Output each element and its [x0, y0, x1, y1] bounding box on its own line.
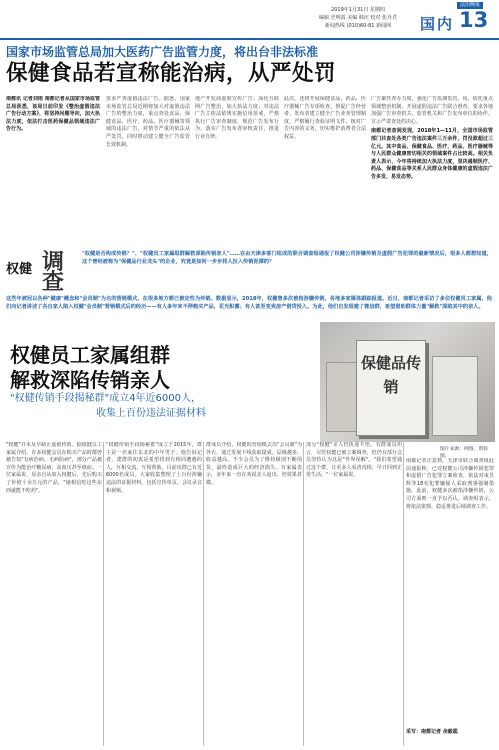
page-number: 13: [459, 8, 489, 32]
header-date: 2019年1月31日 星期四: [331, 7, 385, 13]
feature-column-2: "权健传销手段揭秘群"成立于2015年，群主是一名家住东北的中年男子。他告诉记者，建群的初衷是希望找到有相同遭遇的人，互相交流、互相帮助。目前该群已有近6000名成员，大家收集整理了上百份涉嫌违法的证据材料，包括宣传单页、会议录音和视频。: [106, 442, 202, 494]
story1-column-1: 要求严查虚假违法广告。据悉，国家市场监管总局近期将加大对虚假违法广告的整治力度，重点查处食品、保健食品、医疗、药品、医疗器械等领域的违法广告，对情节严重的依法从严处罚，同时推动建立健全广告监管长效机制。: [106, 96, 190, 148]
story1-kicker: 国家市场监管总局加大医药广告监管力度，将出台非法标准: [6, 45, 319, 59]
feature-column-5: 南都记者注意到，天津市联合调查组此前通报称，已对权健公司涉嫌传销犯罪和虚假广告犯罪立案侦查，依法对束昱辉等18名犯罪嫌疑人采取刑事强制措施。此前，权健多次被指涉嫌传销，公司方面则一直予以否认。调查组表示，将依法依规、稳妥推进后续调查工作。: [406, 458, 494, 510]
column-rule: [103, 442, 104, 746]
feature-deck-line2: 收集上百份违法证据材料: [96, 408, 206, 419]
column-rule: [403, 442, 404, 746]
feature-headline: [10, 343, 190, 393]
byline: 采写：南都记者 余毅聪: [406, 729, 458, 735]
story1-column-3: 此次，还将开展保健食品、药品、医疗器械广告专项检查，督促广告经营者、发布者建立健全广告业务管理制度，严格履行查验证明文件、核对广告内容的义务，切实维护消费者合法权益。: [284, 96, 366, 140]
header-hotline: 新闻热线 (010)60-81 新闻网: [324, 23, 392, 29]
feature-photo: [320, 322, 495, 442]
story1-lead-text: 南都讯 记者刘雨 南都记者从国家市场监管总局获悉，该局日前印发《整治虚假违法广告行动方案》，将坚持问题导向，加大执法力度，依法打击医药保健品领域违法广告行为。: [6, 96, 100, 133]
feature-column-1: "权健"并未及早制止虚假传销。据权健员工家属介绍，许多权健会员在购买产品时都曾被告知"有病治病、无病防病"，部分产品被宣传为能治疗糖尿病、高血压甚至癌症。一位家属说，母亲自从加入权健后，先后购买了价值十余万元的产品，"她相信吃这些东西就能不吃药"。: [6, 442, 102, 494]
story1-headline: 保健食品若宣称能治病，从严处罚: [6, 61, 337, 86]
column-logo: [6, 249, 76, 296]
header-meta: [300, 6, 416, 30]
story1-column-5-text: 南都记者查阅发现，2018年1—11月，全国市场监管部门共查处各类广告违法案件三万余件，罚没款超过三亿元。其中食品、保健食品、医疗、药品、医疗器械等与人民群众健康密切相关的领域案件占比较高。相关负责人表示，今年将持续加大执法力度，坚决遏制医疗、药品、保健食品等关系人民群众身体健康的虚假违法广告多发、易发态势。: [371, 128, 493, 180]
photo-box-left: [326, 362, 358, 432]
story1-column-4-text: 广告案件查办力度，强化广告监测监管。用、依托重点领域整治机制，开展虚假违法广告联合督查，要求各地加强广告审查机关、监管机关和广告发布单位的协作。宣示严肃查处的决心。: [371, 96, 493, 125]
column-logo-a: 权健: [6, 262, 33, 277]
column-rule: [303, 442, 304, 746]
feature-headline-line2: 解救深陷传销亲人: [10, 368, 170, 392]
photo-caption: 图片来源：网络。资料图。: [440, 447, 488, 459]
page-header: [0, 0, 499, 40]
feature-headline-line1: 权健员工家属组群: [10, 343, 170, 367]
feature-column-3: 群成员介绍，权健的营销模式以"会员制"为外衣，通过发展下线获取提成，层级越多，收益越高。不少会员为了维持级别不断囤货，最终造成巨大的经济损失。有家属表示，多年来一直在劝说亲人退出，但效果甚微。: [206, 442, 302, 486]
feature-column-4: 部分"权健"亲人仍执迷不悟。有群成员坦言，尽管权健已被立案调查，但仍有部分会员坚持认为这是"外界误解"。"我们希望通过这个群，让更多人看清真相，早日回到正常生活。"一位家属说。: [306, 442, 402, 479]
photo-box-text: 保健品传销: [361, 354, 422, 396]
column-logo-b: 调查: [42, 249, 65, 295]
story1-lead: [6, 96, 100, 190]
story1-column-4: [371, 96, 493, 246]
feature-intro-continued: 这些年被冠以各种"健康"概念和"会员制"为名的营销模式，在很多地方都已被定性为传销。数据显示，2018年，权健曾多次被指涉嫌传销，各地多家媒体跟踪报道。近日，南都记者采访了多位权健员工家属，他们向记者讲述了各自家人陷入权健"会员制"营销模式后的经历——有人多年来不停购买产品，花光积蓄；有人甚至变卖房产借贷投入。为此，他们自发组建了微信群，希望借助群体力量"解救"深陷其中的亲人。: [6, 296, 492, 310]
section-name: 国内: [420, 15, 455, 33]
column-rule: [203, 442, 204, 746]
photo-box-main: [356, 340, 426, 436]
story1-column-2: 地产开发商虚假宣传广告；深化互联网广告整治，加大执法力度；对违法广告主依法依规实施信用惩戒，严格执行广告审查制度，规范广告发布行为，落实广告发布者审核责任，推进行业自律。: [195, 96, 279, 140]
header-editors: 编辑 史明霞 美编 韩庆 校对 张丹君: [319, 15, 397, 21]
photo-box-right: [432, 356, 478, 436]
brand-tag: 法治晚报: [457, 2, 483, 9]
feature-deck-line1: "权健传销手段揭秘群"成立4年近6000人，: [10, 393, 202, 404]
feature-intro: "权健是否构成传销？"、"权健员工家属组群解救深陷传销亲人"……在由天津多部门组成的联合调查组通报了权健公司涉嫌传销及虚假广告犯罪的最新情况后，很多人都想知道，这个曾经被称为"保健品行业龙头"的企业，究竟是如何一步步将人拉入传销泥潭的？: [82, 251, 492, 265]
